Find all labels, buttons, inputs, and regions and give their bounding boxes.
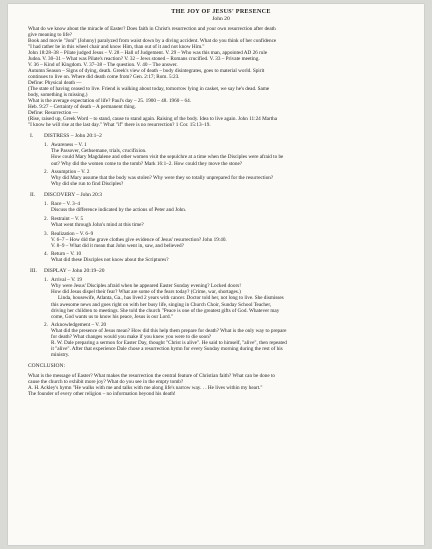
intro-line: What do we know about the miracle of Easter? Does faith in Christ's resurrection and your own resurrection after death (28, 25, 276, 32)
item-line: Why did Mary assume that the body was stolen? Why were they so totally unprepared for the resurrection? (51, 175, 274, 182)
item-line: it "alive". After that experience Dale chose a resurrection hymn for every Sunday morning during the rest of his (51, 346, 283, 353)
section-heading: DISPLAY – John 20:19–20 (44, 268, 105, 275)
conclusion-line: The founder of every other religion – no information beyond his death! (28, 390, 176, 397)
section-discovery (28, 192, 414, 263)
item-heading: Acknowledgement – V. 20 (51, 322, 107, 329)
item-line: How could Mary Magdalene and other women visit the sepulchre at a time when the Disciples were afraid to be (51, 154, 284, 161)
item-line: What did these Disciples not know about the Scriptures? (51, 257, 169, 264)
section-number: II. (30, 192, 36, 199)
page-title: THE JOY OF JESUS' PRESENCE (171, 9, 271, 15)
intro-line: V. 36 – Kind of Kingdom. V. 37–38 – The question. V. 40 – The answer. (28, 61, 178, 68)
intro-line: "I had rather be in this wheel chair and know Him, than out of it and not know Him." (28, 43, 205, 50)
item-number: 1. (44, 201, 48, 208)
illustration-line: this awesome news and goes right on with her busy life, singing in Church Choir, Sunday School Teacher, (51, 301, 272, 308)
item-line: How did Jesus dispel their fear? What are some of the fears today? (Crime, war, shortages.) (51, 289, 241, 296)
page-subtitle: John 20 (212, 16, 230, 22)
conclusion-line: A. H. Ackley's hymn "He walks with me and talks with me along life's narrow way. . . He lives within my heart." (28, 384, 263, 391)
item-line: R. W. Dale preparing a sermon for Easter Day, thought "Christ is alive". He said to himself, "alive", then repeated (51, 340, 287, 347)
illustration-line: come, God wants us to know his peace, Jesus is our Lord." (51, 313, 173, 320)
conclusion-heading: CONCLUSION: (28, 363, 65, 370)
intro-block (28, 26, 414, 129)
item-line: What did the presence of Jesus mean? How did this help them prepare for death? What is the only way to prepare (51, 328, 287, 335)
intro-line: "I know he will rise at the last day." What "if" there is no resurrection? 1 Cor. 15:13–19. (28, 122, 211, 129)
conclusion (28, 363, 414, 396)
document-page (8, 4, 424, 545)
item-number: 2. (44, 322, 48, 329)
intro-line: Judea. V. 30–31 – What was Pilate's reaction? V. 32 – Jews stoned – Romans crucified. V. 33 – Private meeting. (28, 55, 260, 62)
item-number: 2. (44, 169, 48, 176)
item-heading: Awareness – V. 1 (51, 142, 87, 149)
intro-line: (Rise, raised up, Greek Word – to stand, cause to stand again. Raising of the body. Idea to live again. John 11:24 Martha (28, 116, 278, 123)
item-heading: Arrival – V. 19 (51, 277, 82, 284)
illustration-line: Linda, housewife, Atlanta, Ga., has lived 2 years with cancer. Doctor told her, not long to live. She dismisses (58, 295, 284, 302)
section-display (28, 268, 414, 358)
intro-line: What is the average expectation of life? Paul's day – 25. 1900 – 48. 1960 – 64. (28, 98, 192, 105)
section-heading: DISCOVERY – John 20:3 (44, 192, 103, 199)
item-number: 3. (44, 230, 48, 237)
section-distress (28, 133, 414, 187)
section-heading: DISTRESS – John 20:1–2 (44, 133, 102, 140)
conclusion-line: cause the church to exhibit more joy? What do you see in the empty tomb? (28, 378, 184, 385)
intro-line: give meaning to life? (28, 31, 72, 38)
intro-line: continues to live on. Where did death come from? Gen. 2:17; Rom. 5:23. (28, 73, 180, 80)
intro-line: Define: Resurrection — (28, 110, 78, 117)
intro-line: Autumn Season – Signs of dying, death. Greek's view of death – body disintegrates, goes to material world. Spirit (28, 67, 265, 74)
item-heading: Return – V. 10 (51, 251, 82, 258)
item-line: V. 8–9 – What did it mean that John went in, saw, and believed? (51, 242, 184, 249)
item-line: for death? What changes would you make if you knew you were to die soon? (51, 334, 212, 341)
item-line: out? Why did the women come to the tomb? Mark 16:1–2. How could they move the stone? (51, 160, 243, 167)
item-line: ministry. (51, 352, 70, 359)
conclusion-line: What is the message of Easter? What makes the resurrection the central feature of Christian faith? What can be done to (28, 372, 275, 379)
section-number: III. (30, 268, 37, 275)
intro-line: (The state of having ceased to live. Friend is walking about today, tomorrow lying in casket, we say he's dead. Same (28, 85, 270, 92)
item-line: Discuss the difference indicated by the actions of Peter and John. (51, 207, 187, 214)
intro-line: body, something is missing.) (28, 92, 88, 99)
item-number: 4. (44, 251, 48, 258)
item-line: V. 6–7 – How did the grave clothes give evidence of Jesus' resurrection? John 19:40. (51, 236, 227, 243)
item-heading: Race – V. 3–4 (51, 201, 80, 208)
item-number: 1. (44, 142, 48, 149)
item-line: The Passover, Gethsemane, trials, crucifixion. (51, 148, 147, 155)
item-number: 2. (44, 215, 48, 222)
item-heading: Realization – V. 6–9 (51, 230, 94, 237)
item-line: What went through John's mind at this time? (51, 221, 144, 228)
item-number: 1. (44, 277, 48, 284)
illustration-line: driving her children to meetings. She told the church "Peace is one of the greatest gifts of God. Whatever may (51, 307, 280, 314)
intro-line: Book and movie "Joni" (Johnny) paralyzed from waist down by a diving accident. What do you think of her confidence (28, 37, 277, 44)
intro-line: Heb. 9:27 – Certainty of death – A permanent thing. (28, 104, 136, 111)
item-line: Why were Jesus' Disciples afraid when he appeared Easter Sunday evening? Locked doors! (51, 283, 241, 290)
item-line: Why did she run to find Disciples? (51, 181, 124, 188)
intro-line: John 18:28–38 – Pilate judged Jesus – V. 28 – Hall of Judgement. V. 29 – Who was this man, appointed AD 26 rule (28, 49, 268, 56)
section-number: I. (30, 133, 34, 140)
intro-line: Define: Physical death — (28, 79, 82, 86)
item-heading: Restraint – V. 5 (51, 215, 84, 222)
item-heading: Assumption – V. 2 (51, 169, 90, 176)
